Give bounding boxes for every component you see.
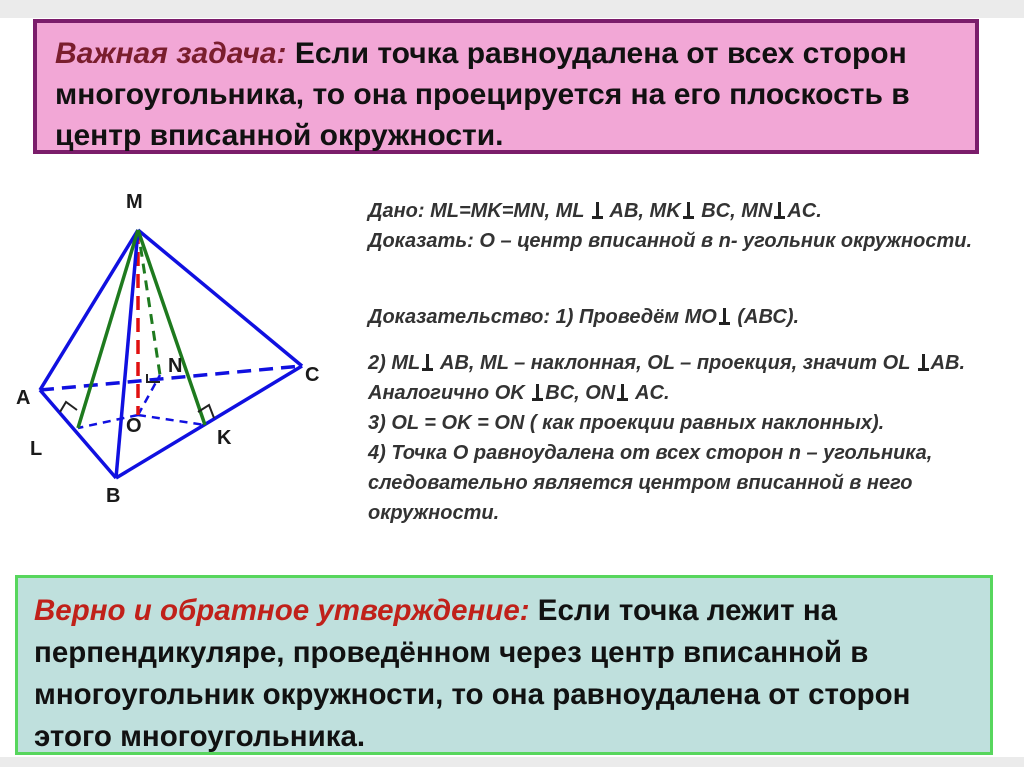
given-text-1: Дано: ML=MK=MN, ML <box>368 200 590 222</box>
projection-ok <box>138 415 205 425</box>
top-border-strip <box>0 0 1024 18</box>
edge-ma <box>40 230 138 390</box>
slant-mn <box>138 230 160 375</box>
label-a: A <box>16 387 31 409</box>
perpendicular-icon <box>532 384 543 401</box>
perpendicular-icon <box>617 384 628 401</box>
step2-text-5: AC. <box>630 382 670 404</box>
perpendicular-icon <box>683 202 694 219</box>
prove-line: Доказать: О – центр вписанной в n- угольник окружности. <box>368 230 973 252</box>
converse-statement-box <box>15 575 993 755</box>
converse-statement-text: Если точка лежит на перпендикуляре, проведённом через центр вписанной в многоугольник окружности, то она равноудалена от сторон этого многоугольника. <box>34 594 911 753</box>
proof-intro <box>368 302 988 332</box>
label-k: K <box>217 427 232 449</box>
pyramid-diagram <box>0 180 360 510</box>
edge-bc <box>116 366 302 478</box>
given-text-4: AC. <box>787 200 822 222</box>
perpendicular-icon <box>422 354 433 371</box>
proof-intro-text: Доказательство: 1) Проведём МО <box>368 306 717 328</box>
step2-text-2: AB, ML – наклонная, OL – проекция, значит OL <box>435 352 916 374</box>
label-l: L <box>30 438 43 460</box>
perpendicular-icon <box>719 308 730 325</box>
perpendicular-icon <box>592 202 603 219</box>
bottom-border-strip <box>0 757 1024 767</box>
edge-ab <box>40 390 116 478</box>
given-text-3: BC, MN <box>695 200 773 222</box>
task-statement-text: Если точка равноудалена от всех сторон многоугольника, то она проецируется на его плоскость в центр вписанной окружности. <box>55 37 910 152</box>
label-c: C <box>305 364 320 386</box>
proof-step-3: 3) OL = OK = ON ( как проекции равных наклонных). <box>368 412 885 434</box>
proof-step-4: 4) Точка О равноудалена от всех сторон n – угольника, следовательно является центром вписанной в него окружности. <box>368 442 933 524</box>
converse-lead-title: Верно и обратное утверждение: <box>34 594 530 627</box>
perpendicular-icon <box>774 202 785 219</box>
right-angle-l <box>60 402 77 412</box>
label-b: B <box>106 485 121 507</box>
step2-text-4: BC, ON <box>545 382 616 404</box>
proof-steps <box>368 348 988 528</box>
label-o: O <box>126 415 142 437</box>
step2-text-1: 2) ML <box>368 352 421 374</box>
label-n: N <box>168 355 183 377</box>
step2-text-3: AB. Аналогично OK <box>368 352 966 404</box>
given-text-2: AB, MK <box>604 200 681 222</box>
proof-step-2 <box>368 348 988 408</box>
label-m: M <box>126 191 143 213</box>
perpendicular-icon <box>918 354 929 371</box>
given-block <box>368 196 988 256</box>
task-lead-title: Важная задача: <box>55 37 287 70</box>
task-statement-box <box>33 19 979 154</box>
given-line <box>368 196 988 226</box>
proof-intro-plane: (АВС). <box>731 306 800 328</box>
